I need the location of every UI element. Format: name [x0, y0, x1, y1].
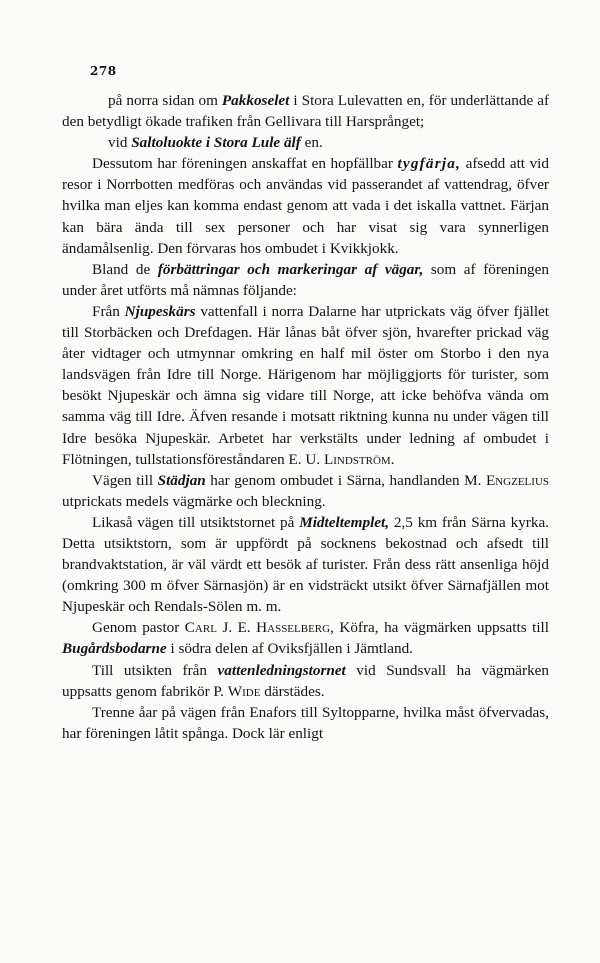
- place-name: Bugårdsbodarne: [62, 640, 167, 658]
- emphasis-term: förbättringar och markeringar af vägar,: [157, 260, 424, 278]
- person-name: Wide: [227, 682, 261, 700]
- paragraph-9: Till utsikten från vattenledningstornet vid Sundsvall ha vägmärken uppsatts genom fabrikör P. Wide därstädes.: [62, 661, 549, 700]
- paragraph-8: Genom pastor Carl J. E. Hasselberg, Köfra, ha vägmärken uppsatts till Bugårdsbodarne i södra delen af Oviksfjällen i Jämtland.: [62, 619, 549, 658]
- place-name: Städjan: [157, 471, 206, 489]
- paragraph-4: Bland de förbättringar och markeringar af vägar, som af föreningen under året utförts må nämnas följande:: [62, 260, 549, 299]
- paragraph-5: Från Njupeskärs vattenfall i norra Dalarne har utprickats väg öfver fjället till Storbäcken och Drefdagen. Här lånas båt öfver sjön, hvarefter prickad väg åter vidtager och utmynnar omkring en half mil öster om Storbo i den nya landsvägen från Idre till Norge. Härigenom har möjliggjorts för turister, som besökt Njupeskär och ämna sig vidare till Norge, att icke behöfva vända om samma väg till Idre. Äfven resande i motsatt riktning kunna nu under vägen till Idre besöka Njupeskär. Arbetet har verkstälts under ledning af ombudet i Flötningen, tullstationsföreståndaren E. U. Lindström.: [62, 302, 550, 468]
- place-name: Midteltemplet,: [299, 513, 390, 531]
- page-number: 278: [90, 64, 117, 78]
- paragraph-6: Vägen till Städjan har genom ombudet i Särna, handlanden M. Engzelius utprickats medels vägmärke och bleckning.: [62, 471, 550, 510]
- paragraph-2: vid Saltoluokte i Stora Lule älf en.: [108, 134, 323, 152]
- person-name: Carl J. E. Hasselberg: [184, 619, 331, 637]
- place-name: vattenledningstornet: [217, 661, 346, 679]
- person-name: Engzelius: [485, 471, 550, 489]
- paragraph-10: Trenne åar på vägen från Enafors till Syltopparne, hvilka måst öfvervadas, har föreningen låtit spånga. Dock lär enligt: [62, 703, 549, 742]
- body-text: [62, 90, 549, 744]
- paragraph-1: på norra sidan om Pakkoselet i Stora Lulevatten en, för underlättande af den betydligt ökade trafiken från Gellivara till Harsprånget;: [62, 92, 549, 131]
- person-name: Lindström: [323, 450, 391, 468]
- paragraph-7: Likaså vägen till utsiktstornet på Midteltemplet, 2,5 km från Särna kyrka. Detta utsiktstorn, som är uppfördt på socknens bekostnad och afsedt till brandvaktstation, är väl värdt ett besök af turister. Från dess rätt ansenliga höjd (omkring 300 m öfver Särnasjön) är en vidsträckt utsikt öfver Särnafjällen mot Njupeskär och Rendals-Sölen m. m.: [62, 513, 549, 616]
- place-name: Pakkoselet: [221, 92, 290, 109]
- emphasis-term: tygfärja,: [397, 155, 462, 173]
- place-name: Njupeskärs: [124, 302, 196, 320]
- place-name: Saltoluokte i Stora Lule älf: [131, 134, 301, 152]
- paragraph-3: Dessutom har föreningen anskaffat en hopfällbar tygfärja, afsedd att vid resor i Norrbotten medföras och användas vid passerandet af vattendrag, öfver hvilka man eljes kan komma endast genom att vada i det iskalla vattnet. Färjan kan bära ända till sex personer och har visat sig vara synnerligen ändamålsenlig. Den förvaras hos ombudet i Kvikkjokk.: [62, 155, 549, 257]
